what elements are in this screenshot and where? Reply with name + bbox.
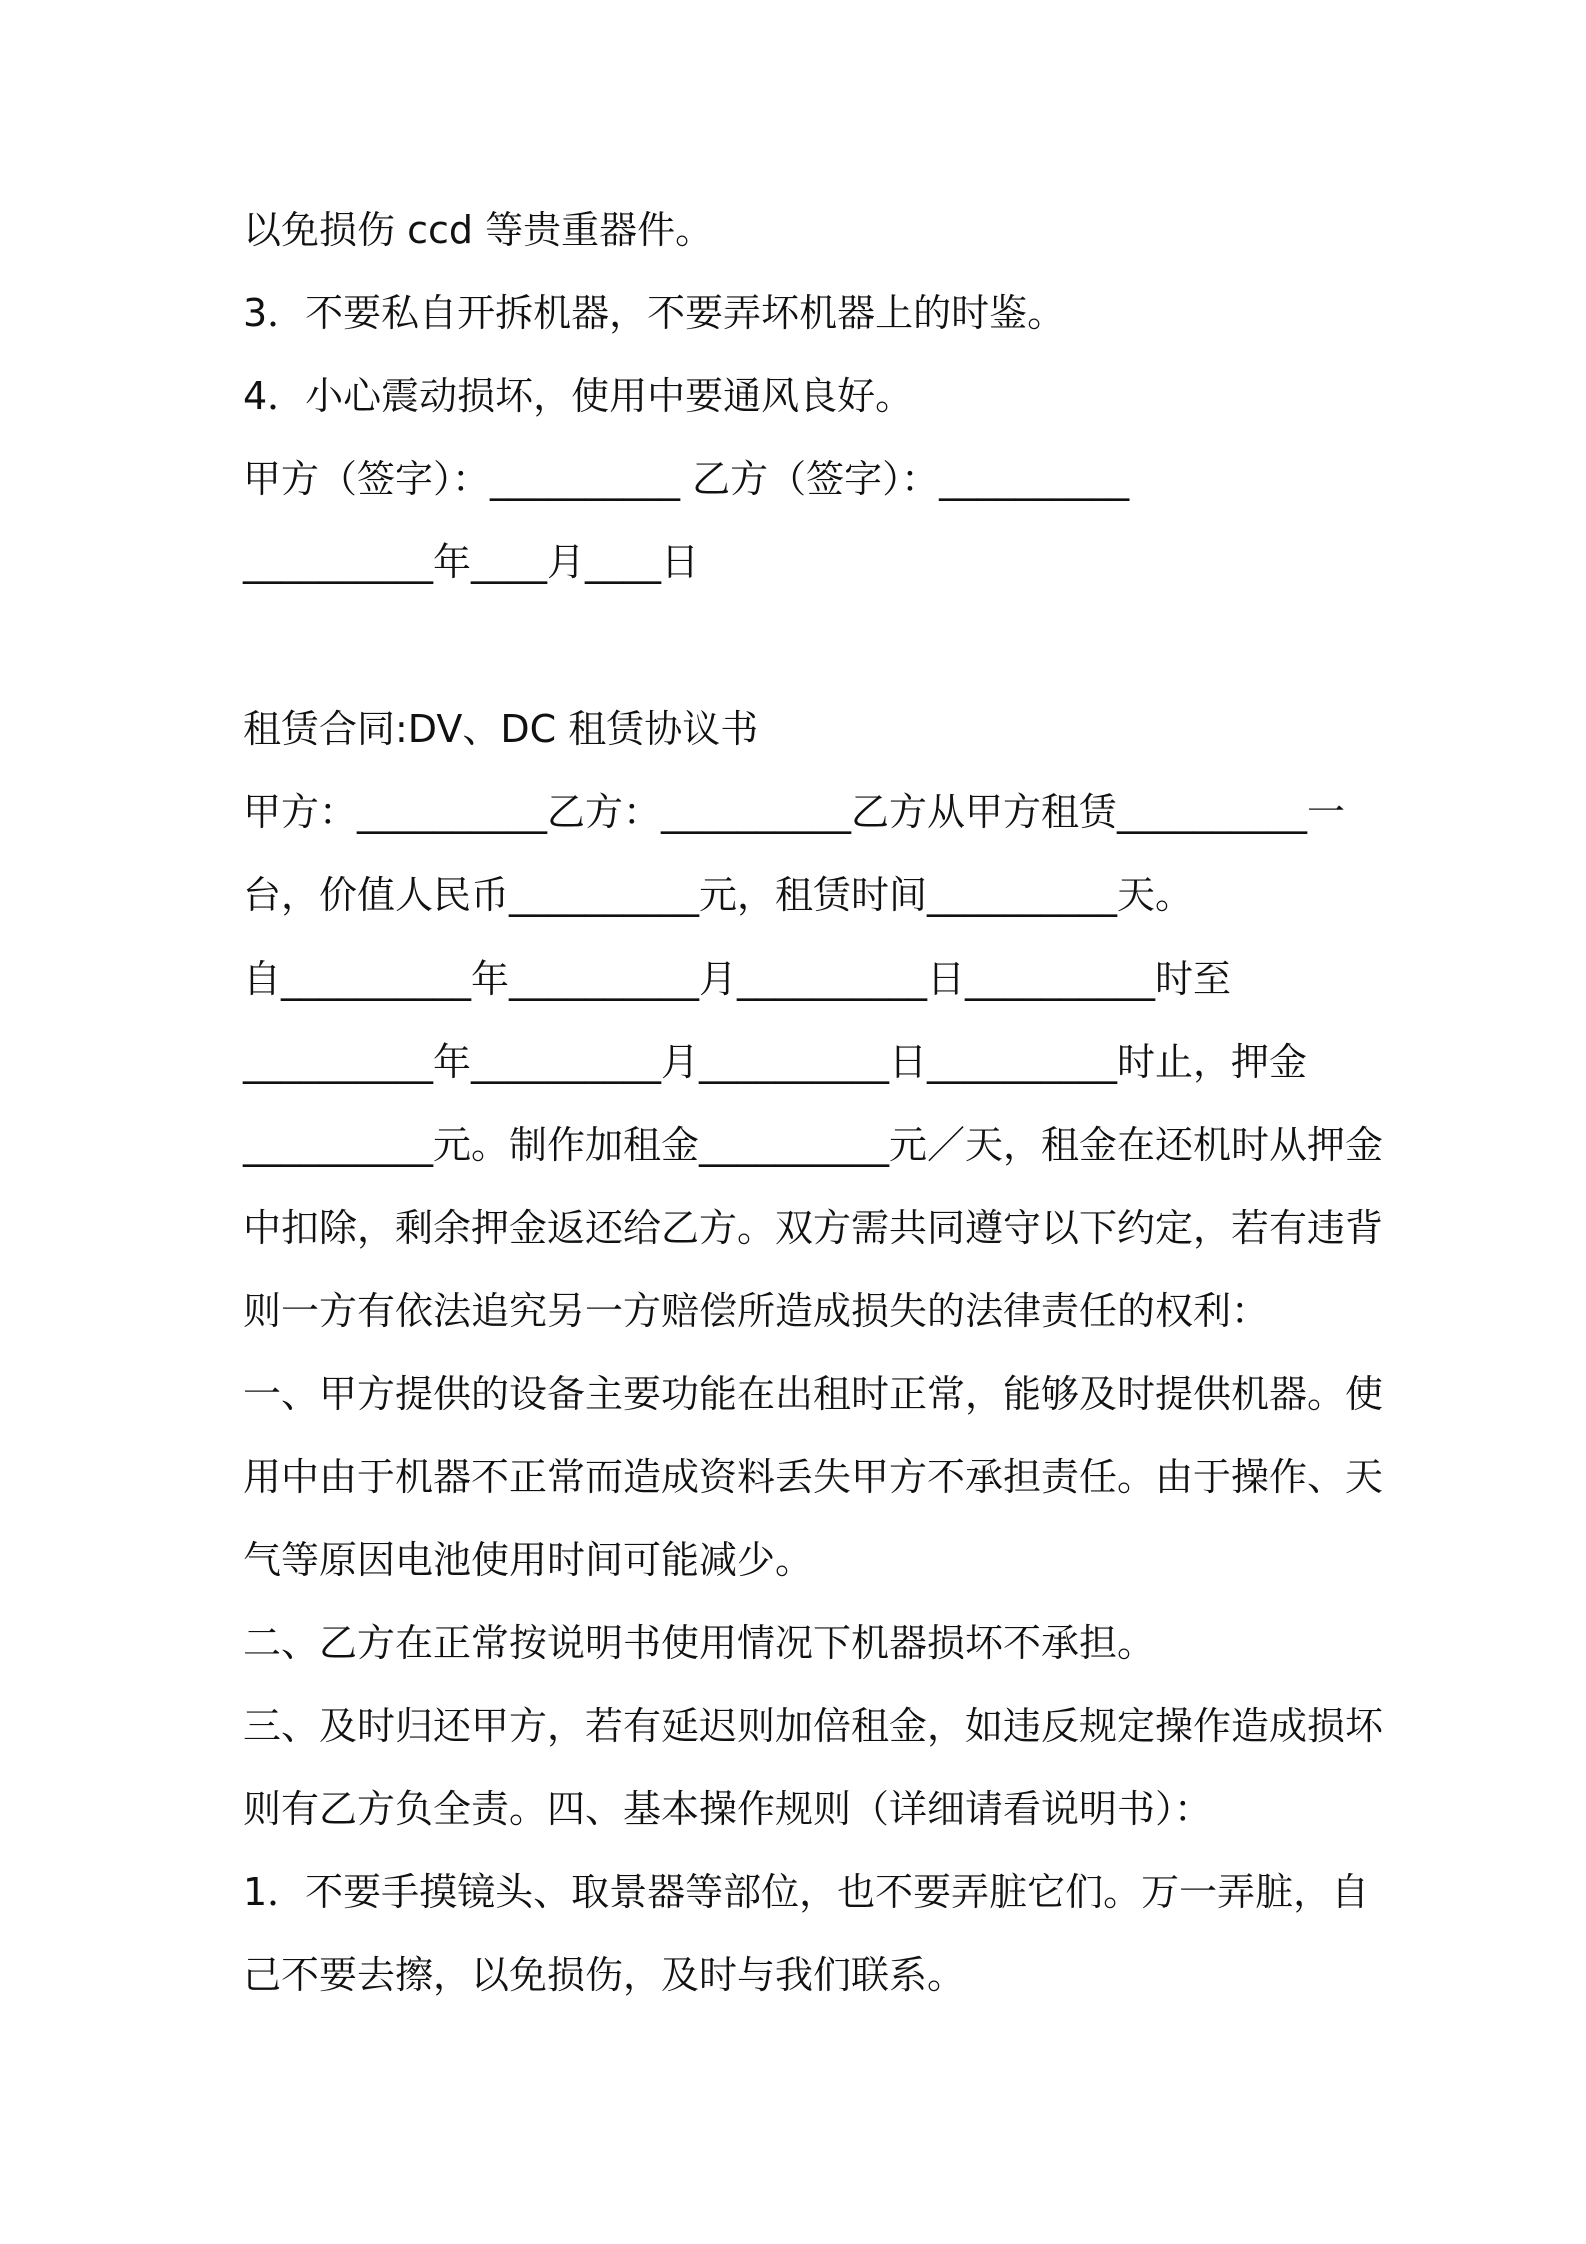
date-line: __________年____月____日 <box>243 540 700 584</box>
text-line: 三、及时归还甲方，若有延迟则加倍租金，如违反规定操作造成损坏 <box>243 1704 1384 1748</box>
text-line: 甲方：__________乙方：__________乙方从甲方租赁__________一 <box>243 790 1346 834</box>
text-line: 3．不要私自开拆机器，不要弄坏机器上的时鉴。 <box>243 291 1066 335</box>
text-line: 1．不要手摸镜头、取景器等部位，也不要弄脏它们。万一弄脏，自 <box>243 1870 1370 1914</box>
text-line: 自__________年__________月__________日__________时至 <box>243 957 1232 1001</box>
text-line: 二、乙方在正常按说明书使用情况下机器损坏不承担。 <box>243 1621 1156 1665</box>
text-line: 台，价值人民币__________元，租赁时间__________天。 <box>243 873 1194 917</box>
signature-line: 甲方（签字）：__________ 乙方（签字）：__________ <box>243 457 1130 501</box>
text-line: 则一方有依法追究另一方赔偿所造成损失的法律责任的权利： <box>243 1289 1270 1333</box>
text-line: 中扣除，剩余押金返还给乙方。双方需共同遵守以下约定，若有违背 <box>243 1206 1384 1250</box>
text-line: 则有乙方负全责。四、基本操作规则（详细请看说明书）： <box>243 1787 1213 1831</box>
text-line: 以免损伤 ccd 等贵重器件。 <box>243 208 714 252</box>
text-line: 一、甲方提供的设备主要功能在出租时正常，能够及时提供机器。使 <box>243 1372 1384 1416</box>
text-line: 4．小心震动损坏，使用中要通风良好。 <box>243 374 914 418</box>
text-line: __________元。制作加租金__________元／天，租金在还机时从押金 <box>243 1123 1384 1167</box>
text-line: 用中由于机器不正常而造成资料丢失甲方不承担责任。由于操作、天 <box>243 1455 1384 1499</box>
text-line: 气等原因电池使用时间可能减少。 <box>243 1538 814 1582</box>
contract-title: 租赁合同:DV、DC 租赁协议书 <box>243 707 759 751</box>
text-line: __________年__________月__________日__________时止，押金 <box>243 1040 1308 1084</box>
text-line: 己不要去擦，以免损伤，及时与我们联系。 <box>243 1953 966 1997</box>
